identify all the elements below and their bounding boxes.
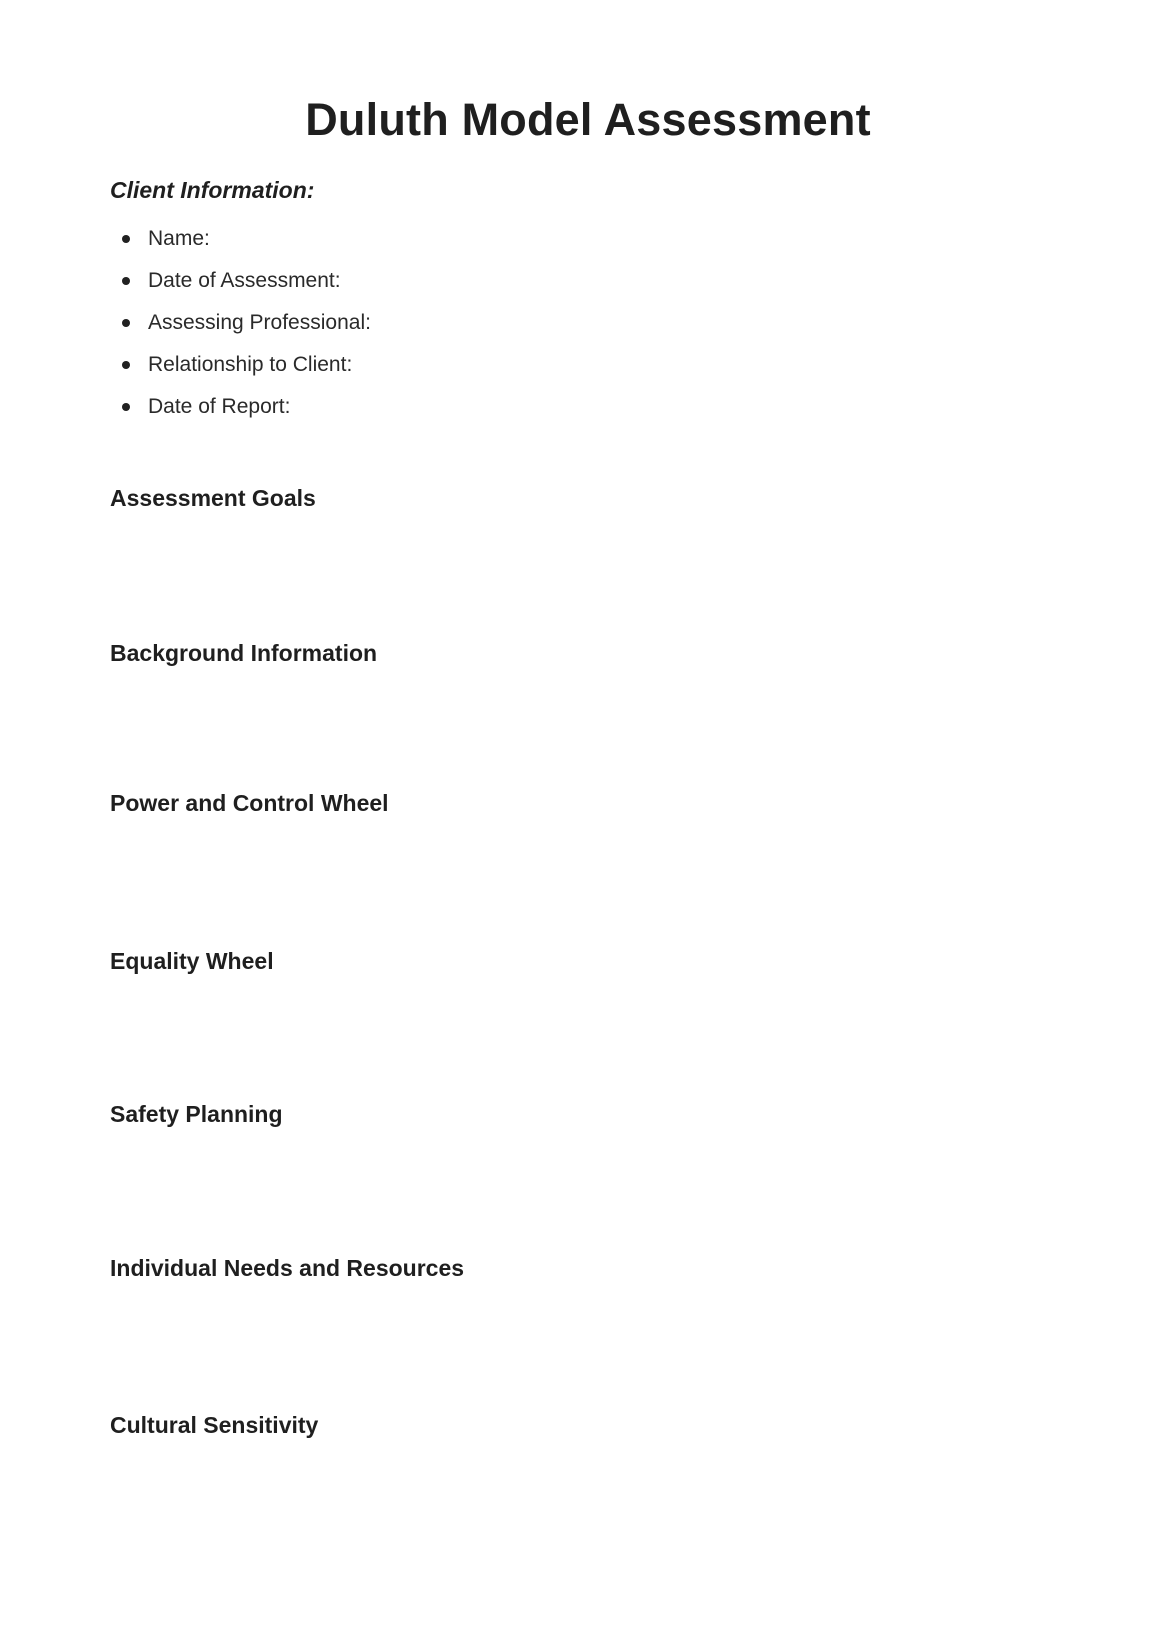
bullet-icon [122, 319, 130, 327]
section-heading-individual-needs-and-resources: Individual Needs and Resources [110, 1255, 465, 1281]
list-item-assessing-professional [110, 309, 371, 337]
client-information-list [110, 225, 371, 435]
bullet-icon [122, 277, 130, 285]
list-item-label: Assessing Professional: [148, 311, 371, 334]
section-heading-equality-wheel: Equality Wheel [110, 948, 274, 974]
page-title: Duluth Model Assessment [305, 94, 871, 145]
list-item-date-of-report [110, 393, 371, 421]
list-item-label: Name: [148, 227, 210, 250]
bullet-icon [122, 361, 130, 369]
bullet-icon [122, 235, 130, 243]
section-heading-cultural-sensitivity: Cultural Sensitivity [110, 1412, 319, 1438]
list-item-date-of-assessment [110, 267, 371, 295]
list-item-label: Date of Assessment: [148, 269, 341, 292]
section-heading-power-and-control-wheel: Power and Control Wheel [110, 790, 389, 816]
section-heading-safety-planning: Safety Planning [110, 1101, 283, 1127]
list-item-name [110, 225, 371, 253]
list-item-label: Date of Report: [148, 395, 291, 418]
client-information-heading: Client Information: [110, 177, 315, 203]
list-item-label: Relationship to Client: [148, 353, 353, 376]
list-item-relationship-to-client [110, 351, 371, 379]
section-heading-background-information: Background Information [110, 640, 378, 666]
section-heading-assessment-goals: Assessment Goals [110, 485, 316, 511]
bullet-icon [122, 403, 130, 411]
